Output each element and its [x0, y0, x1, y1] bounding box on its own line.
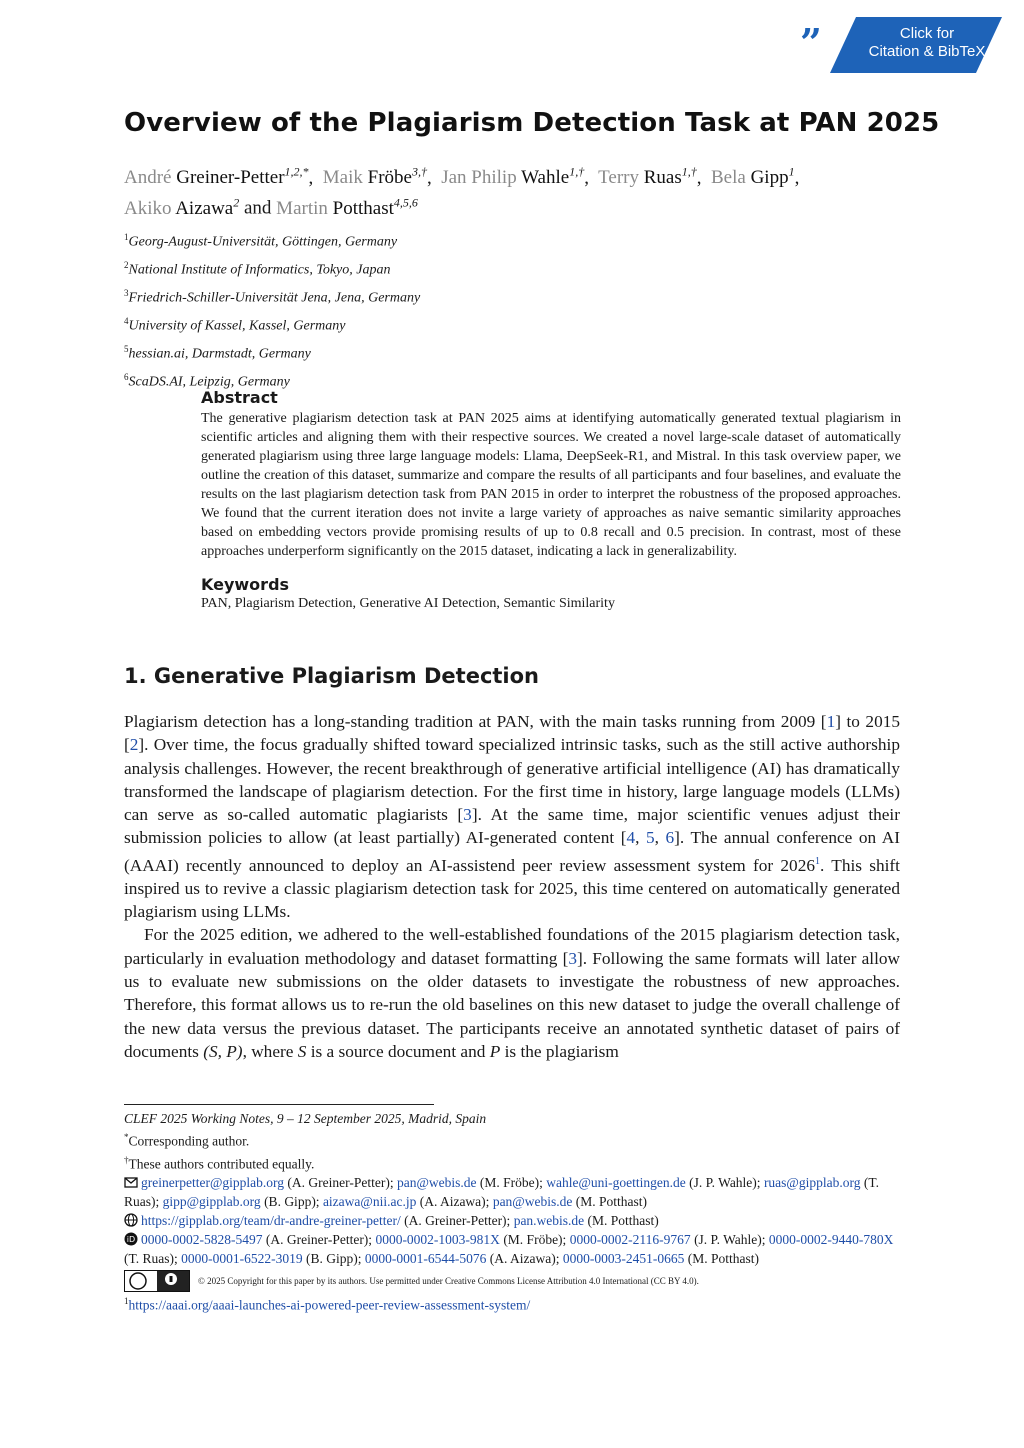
- email-link[interactable]: pan@webis.de: [492, 1194, 573, 1209]
- web-link[interactable]: https://gipplab.org/team/dr-andre-greiner-petter/: [141, 1213, 401, 1228]
- svg-text:iD: iD: [126, 1235, 136, 1244]
- license-text: © 2025 Copyright for this paper by its authors. Use permitted under Creative Commons License Attribution 4.0 International (CC BY 4.0).: [198, 1275, 699, 1286]
- affiliation: $^5$hessian.ai, Darmstadt, Germany: [124, 343, 311, 362]
- keywords-text: PAN, Plagiarism Detection, Generative AI Detection, Semantic Similarity: [201, 596, 615, 611]
- citation-link[interactable]: 6: [665, 828, 675, 848]
- orcid-link[interactable]: 0000-0002-2116-9767: [569, 1232, 691, 1247]
- badge-label: [854, 25, 1000, 61]
- venue-note: CLEF 2025 Working Notes, 9 – 12 September 2025, Madrid, Spain: [124, 1111, 487, 1126]
- globe-icon: [124, 1213, 138, 1227]
- author: Martin Potthast$^{4,5,6}$: [276, 195, 418, 219]
- email-link[interactable]: ruas@gipplab.org: [763, 1175, 861, 1190]
- orcid-link[interactable]: 0000-0001-6544-5076: [364, 1251, 487, 1266]
- affiliation: $^1$Georg-August-Universität, Göttingen, Germany: [124, 232, 398, 250]
- citation-link[interactable]: 5: [646, 828, 655, 848]
- email-list: greinerpetter@gipplab.org (A. Greiner-Petter); pan@webis.de (M. Fröbe); wahle@uni-goettingen.de (J. P. Wahle); ruas@gipplab.org (T. Ruas); gipp@gipplab.org (B. Gipp); aizawa@nii.ac.jp (A. Aizawa); pan@webis.de (M. Potthast): [124, 1175, 879, 1209]
- quote-icon: ”: [800, 20, 822, 65]
- orcid-link[interactable]: 0000-0001-6522-3019: [181, 1251, 303, 1266]
- section-body: [124, 710, 900, 1063]
- orcid-icon: [124, 1232, 138, 1246]
- keywords-heading: Keywords: [201, 575, 290, 594]
- cc-by-logo: [124, 1270, 190, 1292]
- paragraph: Plagiarism detection has a long-standing tradition at PAN, with the main tasks running from 2009 [1] to 2015 [2]. Over time, the focus gradually shifted toward specialized intrinsic tasks, such as the still active authorship analysis challenges. However, the recent breakthrough of generative artificial intelligence (AI) has dramatically transformed the landscape of plagiarism detection. For the first time in history, large language models (LLMs) can serve as so-called automatic plagiarists [3]. At the same time, major scientific venues adjust their submission policies to allow (at least partially) AI-generated content [4, 5, 6]. The annual conference on AI (AAAI) recently announced to deploy an AI-assistend peer review assessment system for 2026$^1$. This shift inspired us to revive a classic plagiarism detection task for 2025, this time centered on automatically generated plagiarism using LLMs.: [124, 712, 901, 922]
- affiliation: $^4$University of Kassel, Kassel, Germany: [124, 315, 346, 334]
- email-link[interactable]: gipp@gipplab.org: [162, 1194, 261, 1209]
- email-link[interactable]: greinerpetter@gipplab.org: [141, 1175, 285, 1190]
- email-icon: [124, 1175, 138, 1189]
- email-link[interactable]: wahle@uni-goettingen.de: [546, 1175, 686, 1190]
- email-link[interactable]: pan@webis.de: [396, 1175, 477, 1190]
- badge-line1: Click for: [899, 25, 955, 42]
- citation-link[interactable]: 3: [463, 805, 472, 825]
- paper-title: Overview of the Plagiarism Detection Task at PAN 2025: [124, 108, 940, 138]
- citation-link[interactable]: 1: [826, 712, 836, 731]
- footnotes: [124, 1109, 900, 1315]
- citation-link[interactable]: 4: [626, 828, 636, 848]
- footnote-rule: [124, 1104, 434, 1105]
- equal-contribution-note: †These authors contributed equally.: [124, 1154, 315, 1171]
- orcid-link[interactable]: 0000-0002-1003-981X: [375, 1232, 500, 1247]
- abstract-text: The generative plagiarism detection task at PAN 2025 aims at identifying automatically generated textual plagiarism in scientific articles and aligning them with their respective sources. We created a novel large-scale dataset of automatically generated plagiarism using three large language models: Llama, DeepSeek-R1, and Mistral. In this task overview paper, we outline the creation of this dataset, summarize and compare the results of all participants and four baselines, and evaluate the results on the last plagiarism detection task from PAN 2015 in order to interpret the robustness of the proposed approaches. We found that the current iteration does not invite a large variety of approaches as naive semantic similarity approaches based on embedding vectors provide promising results of up to 0.8 recall and 0.5 precision. In contrast, most of these approaches underperform significantly on the 2015 dataset, indicating a lack in generalizability.: [201, 411, 901, 559]
- badge-line2: Citation & BibTeX: [868, 43, 986, 60]
- author: Maik Fröbe$^{3,\dagger}$: [322, 165, 427, 189]
- corresponding-note: *Corresponding author.: [124, 1132, 250, 1149]
- section-title: 1. Generative Plagiarism Detection: [124, 664, 540, 688]
- orcid-link[interactable]: 0000-0002-5828-5497: [141, 1232, 263, 1247]
- orcid-list: iD 0000-0002-5828-5497 (A. Greiner-Petter); 0000-0002-1003-981X (M. Fröbe); 0000-0002-2116-9767 (J. P. Wahle); 0000-0002-9440-780X (T. Ruas); 0000-0001-6522-3019 (B. Gipp); 0000-0001-6544-5076 (A. Aizawa); 0000-0003-2451-0665 (M. Potthast): [124, 1232, 894, 1266]
- footnote-1: $^1$https://aaai.org/aaai-launches-ai-powered-peer-review-assessment-system/: [124, 1296, 531, 1313]
- author: Bela Gipp$^1$: [710, 165, 795, 189]
- affiliation: $^6$ScaDS.AI, Leipzig, Germany: [124, 371, 290, 390]
- math: S: [297, 1041, 307, 1061]
- affiliation: $^3$Friedrich-Schiller-Universität Jena, Jena, Germany: [124, 287, 421, 306]
- web-link[interactable]: pan.webis.de: [513, 1213, 585, 1228]
- abstract-heading: Abstract: [201, 388, 278, 407]
- citation-link[interactable]: 3: [568, 948, 578, 968]
- math: P: [489, 1041, 501, 1061]
- author: Terry Ruas$^{1,\dagger}$: [598, 165, 697, 189]
- author-list: André Greiner-Petter$^{1,2,*}$, Maik Fröbe$^{3,\dagger}$, Jan Philip Wahle$^{1,\dagger}$, Terry Ruas$^{1,\dagger}$, Bela Gipp$^1$, Akiko Aizawa$^2$ and Martin Potthast$^{4,5,6}$: [124, 165, 800, 219]
- paragraph: For the 2025 edition, we adhered to the well-established foundations of the 2015 plagiarism detection task, particularly in evaluation methodology and dataset formatting [3]. Following the same formats will later allow us to evaluate new submissions on the older datasets to investigate the robustness of new approaches. Therefore, this format allows us to re-run the old baselines on this new dataset to judge the overall challenge of the new data versus the previous dataset. The participants receive an annotated synthetic dataset of pairs of documents (S, P), where S is a source document and P is the plagiarism: [124, 925, 901, 1061]
- citation-link[interactable]: 2: [129, 735, 139, 755]
- math: (S, P): [203, 1041, 243, 1061]
- author: André Greiner-Petter$^{1,2,*}$: [124, 165, 309, 189]
- orcid-link[interactable]: 0000-0003-2451-0665: [562, 1251, 685, 1266]
- orcid-link[interactable]: 0000-0002-9440-780X: [768, 1232, 894, 1247]
- author: Akiko Aizawa$^2$: [124, 195, 240, 219]
- footnote-link[interactable]: 1: [814, 855, 820, 867]
- footnote-url[interactable]: https://aaai.org/aaai-launches-ai-powered-peer-review-assessment-system/: [128, 1297, 531, 1313]
- email-link[interactable]: aizawa@nii.ac.jp: [322, 1194, 417, 1209]
- citation-bibtex-button[interactable]: [830, 17, 1002, 73]
- and-word: and: [243, 197, 272, 219]
- affiliation-list: [124, 226, 420, 394]
- web-list: https://gipplab.org/team/dr-andre-greiner-petter/ (A. Greiner-Petter); pan.webis.de (M. Potthast): [124, 1211, 900, 1230]
- affiliation: $^2$National Institute of Informatics, Tokyo, Japan: [124, 259, 391, 278]
- license-row: [124, 1270, 900, 1292]
- cc-by-icon: [125, 1271, 189, 1291]
- abstract-block: [201, 388, 901, 612]
- author: Jan Philip Wahle$^{1,\dagger}$: [441, 165, 585, 189]
